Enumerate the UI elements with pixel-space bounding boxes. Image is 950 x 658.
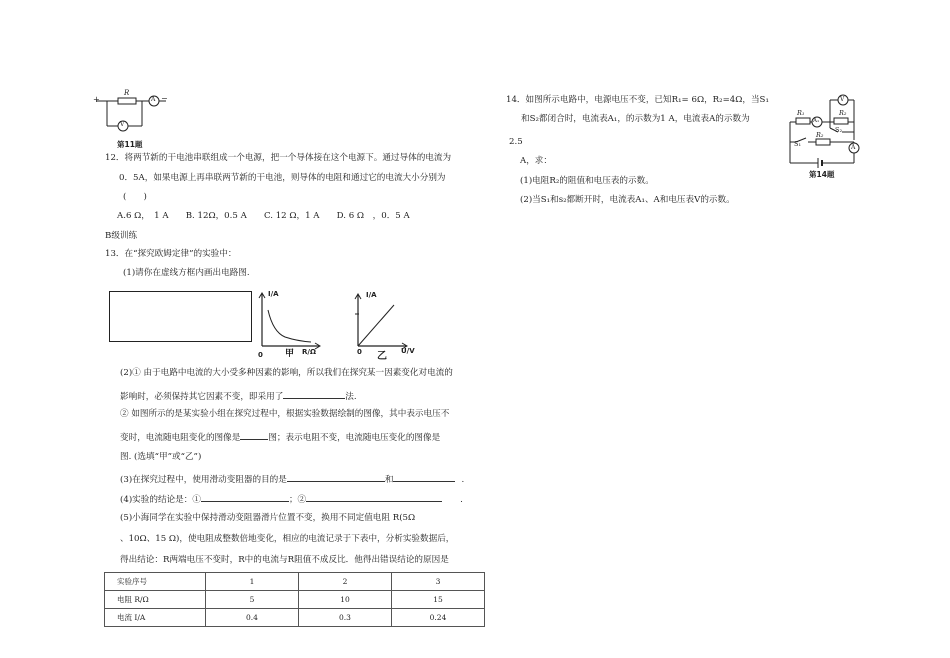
circuit-drawing-box [109, 291, 252, 342]
q12-options: A.6 Ω， 1 A B. 12Ω，0.5 A C. 12 Ω，1 A D. 6 Ω ，0．5 A [117, 211, 410, 221]
fig11-caption: 第11题 [117, 140, 143, 149]
table-cell: 电阻 R/Ω [105, 591, 206, 609]
q14-subq1: (1)电阻R₂的阻值和电压表的示数。 [520, 176, 654, 186]
graph-yi-xlabel: U/V [401, 347, 415, 355]
graph-yi-origin: 0 [357, 348, 362, 356]
q14-subq2: (2)当S₁和s₂都断开时，电流表A₁、A和电压表V的示数。 [520, 195, 735, 205]
q13-part3-pre: (3)在探究过程中，使用滑动变阻器的目的是 [120, 475, 287, 485]
q13-part3-end: . [461, 475, 465, 485]
graph-yi-ylabel: I/A [366, 291, 377, 299]
fig11-minus: − [161, 94, 168, 103]
table-cell: 0.3 [299, 609, 392, 627]
fig14-v-label: V [840, 96, 845, 103]
table-cell: 5 [206, 591, 299, 609]
graph-yi-name: 乙 [377, 351, 387, 362]
rheostat-purpose-blank-2[interactable] [393, 473, 455, 482]
q14-line4: A，求： [520, 156, 552, 166]
fig14-s2-label: S₂ [835, 126, 843, 134]
experiment-table [104, 572, 485, 627]
q13-part2-line4 [120, 431, 440, 443]
fig14-a1-label: A₁ [813, 118, 820, 124]
table-cell: 3 [392, 573, 485, 591]
fig11-ammeter-label: A [151, 96, 156, 103]
q12-line1: 12．将两节新的干电池串联组成一个电源，把一个导体接在这个电源下。通过导体的电流为 [105, 153, 452, 163]
q13-part5-line1: (5)小海同学在实验中保持滑动变阻器滑片位置不变，换用不同定值电阻 R(5Ω [120, 513, 416, 523]
q13-part2-line2-post: 法. [345, 392, 357, 402]
table-row [105, 573, 485, 591]
q13-part2-line3: ② 如图所示的是某实验小组在探究过程中，根据实验数据绘制的图像，其中表示电压不 [120, 409, 450, 419]
table-cell: 电流 I/A [105, 609, 206, 627]
q13-part4-mid: ；② [288, 495, 307, 505]
q12-line2: 0．5A，如果电源上再串联两节新的干电池，则导体的电阻和通过它的电流大小分别为 [119, 173, 446, 183]
q13-part1: (1)请你在虚线方框内画出电路图. [123, 268, 250, 278]
fig14-circuit [786, 92, 866, 172]
q14-line2: 和S₂都闭合时，电流表A₁，的示数为1 A，电流表A的示数为 [521, 114, 750, 124]
q13-part4-pre: (4)实验的结论是：① [120, 495, 201, 505]
q14-line3: 2.5 [509, 137, 523, 147]
q13-part2-line2-pre: 影响时，必须保持其它因素不变，即采用了 [120, 392, 284, 402]
q14-line1: 14．如图所示电路中，电源电压不变，已知R₁= 6Ω，R₂=4Ω，当S₁ [506, 95, 769, 105]
fig14-a-label: A [851, 144, 856, 151]
q13-part2-line4-post: 图；表示电阻不变，电流随电压变化的图像是 [268, 433, 441, 443]
q13-part2-line5: 图. (选填“甲”或“乙”) [120, 452, 202, 462]
graph-jia [255, 290, 335, 360]
q13-part5-line3: 得出结论：R两端电压不变时，R中的电流与R阻值不成反比．他得出错误结论的原因是 [120, 555, 449, 565]
fig11-voltmeter-label: V [120, 121, 125, 128]
q13-part4-end: . [460, 495, 463, 505]
q13-part2-line4-pre: 变时，电流随电阻变化的图像是 [120, 433, 241, 443]
fig14-r1-label: R₁ [797, 109, 805, 117]
rheostat-purpose-blank-1[interactable] [287, 473, 385, 482]
fig14-r2-top-label: R₂ [839, 109, 847, 117]
conclusion-blank-1[interactable] [201, 493, 289, 502]
fig14-r-mid-label: R₂ [816, 131, 824, 139]
q13-part2-line2 [120, 390, 357, 402]
q13-part3-mid: 和 [384, 475, 394, 485]
section-heading: B级训练 [105, 231, 138, 241]
table-cell: 0.24 [392, 609, 485, 627]
graph-choice-blank[interactable] [240, 431, 268, 440]
q13-part3 [120, 473, 464, 485]
conclusion-blank-2[interactable] [306, 493, 442, 502]
table-cell: 0.4 [206, 609, 299, 627]
table-row [105, 609, 485, 627]
table-row [105, 591, 485, 609]
table-cell: 2 [299, 573, 392, 591]
fig11-circuit [90, 89, 170, 132]
method-blank[interactable] [283, 390, 345, 399]
table-cell: 实验序号 [105, 573, 206, 591]
table-cell: 1 [206, 573, 299, 591]
q12-paren: ( ) [123, 192, 147, 202]
q13-part5-line2: 、10Ω、15 Ω)，使电阻成整数倍地变化，相应的电流记录于下表中，分析实验数据后， [120, 534, 455, 544]
q13-part4 [120, 493, 463, 505]
fig11-plus: + [93, 95, 100, 104]
graph-jia-origin: 0 [258, 351, 263, 359]
graph-jia-xlabel: R/Ω [302, 348, 316, 356]
q13-part2-line1: (2)① 由于电路中电流的大小受多种因素的影响，所以我们在探究某一因素变化对电流的 [120, 368, 453, 378]
graph-jia-ylabel: I/A [268, 290, 279, 298]
graph-jia-name: 甲 [285, 349, 295, 359]
table-cell: 15 [392, 591, 485, 609]
table-cell: 10 [299, 591, 392, 609]
fig14-s1-label: S₁ [794, 140, 802, 148]
fig11-r-label: R [124, 89, 130, 97]
fig14-caption: 第14题 [809, 170, 835, 179]
q13-title: 13．在“探究欧姆定律”的实验中： [105, 249, 237, 259]
